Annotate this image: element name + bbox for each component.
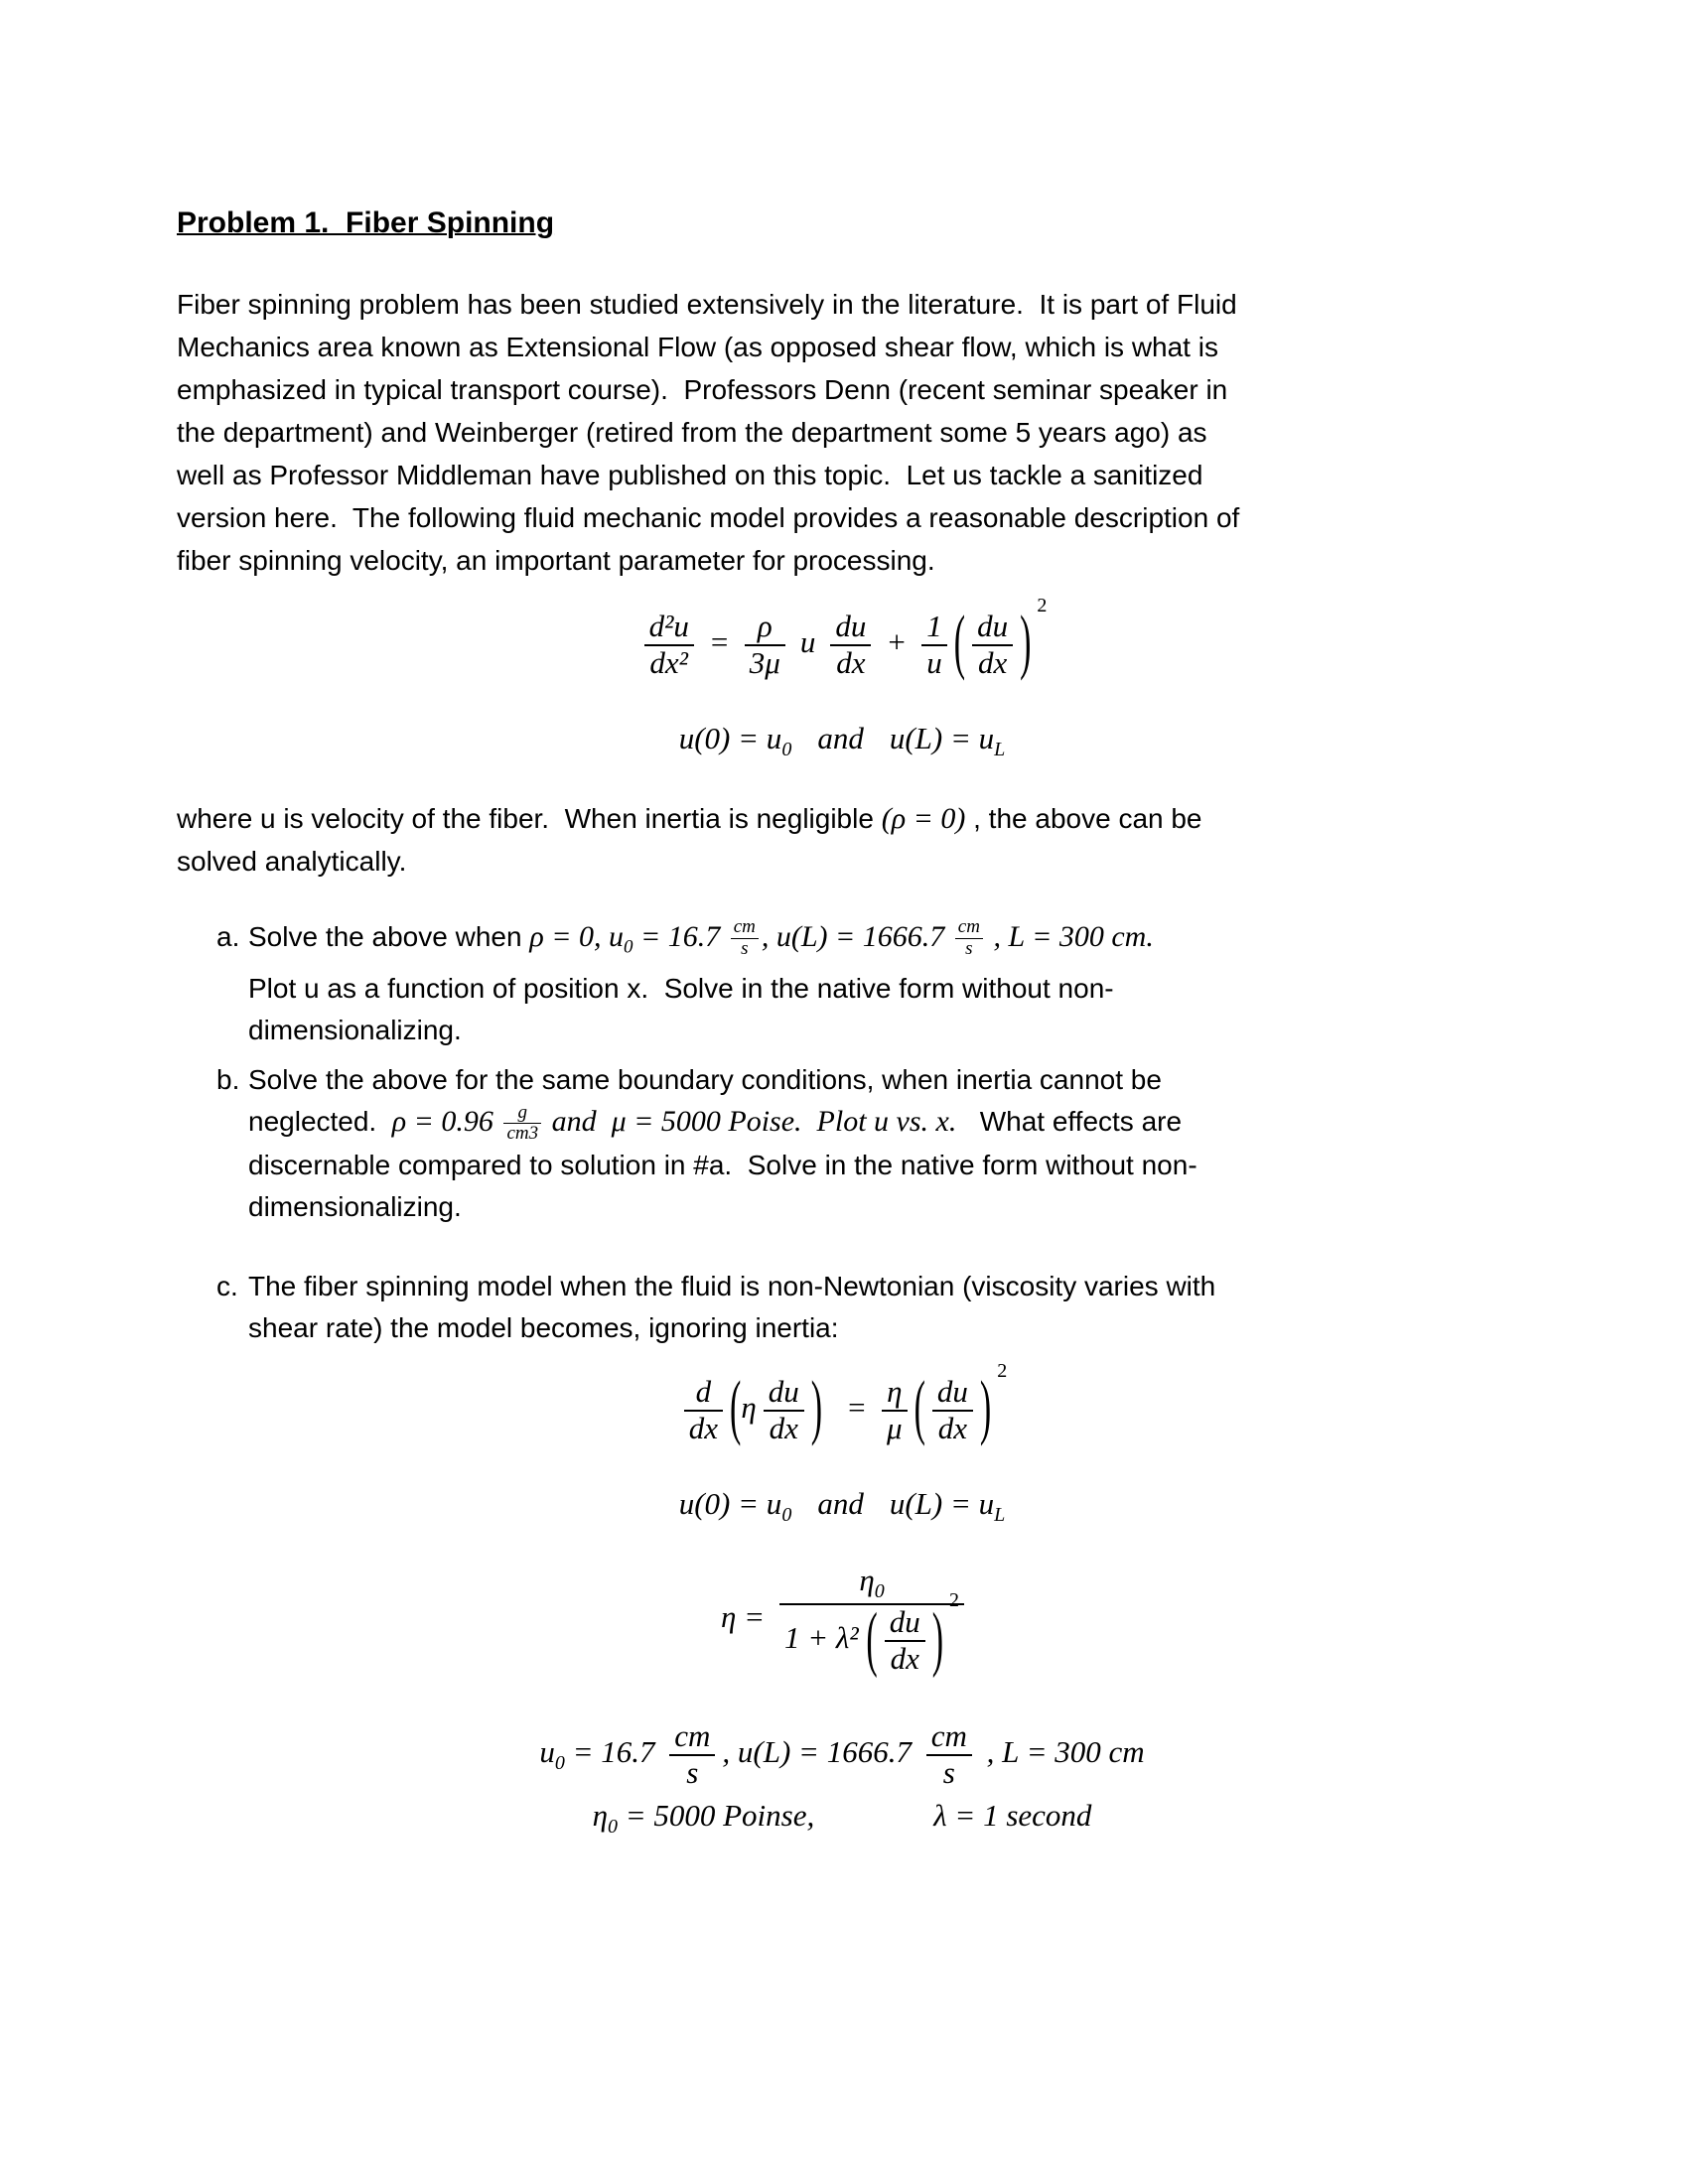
variable-u: u bbox=[799, 623, 816, 659]
lambda-value: λ = 1 second bbox=[933, 1797, 1092, 1833]
inertia-note-paragraph bbox=[177, 797, 1448, 883]
inline-math: = 16.7 bbox=[633, 919, 728, 953]
subscript: L bbox=[994, 1504, 1006, 1527]
equals-sign: = bbox=[708, 623, 730, 659]
item-a-line-2: Plot u as a function of position x. Solve in the native form without non- bbox=[248, 973, 1114, 1005]
intro-line: fiber spinning velocity, an important parameter for processing. bbox=[177, 545, 935, 576]
numerator: $\eta_0$ bbox=[859, 1563, 885, 1603]
plus-sign: + bbox=[886, 623, 908, 659]
intro-line: the department) and Weinberger (retired from the department some 5 years ago) as bbox=[177, 417, 1207, 448]
exponent: 2 bbox=[949, 1589, 960, 1612]
denominator: 1 + λ² ( $\frac{du}{dx}$ ) 2 bbox=[779, 1603, 964, 1676]
unit-fraction: $\frac{cm}{s}$ bbox=[955, 917, 983, 959]
inline-math: ρ = 0, u bbox=[529, 919, 624, 953]
item-c-line-1: The fiber spinning model when the fluid is non-Newtonian (viscosity varies with bbox=[248, 1270, 1216, 1301]
item-a-label: a. bbox=[216, 920, 240, 952]
fraction: $\frac{\rho}{3\mu}$ bbox=[745, 610, 785, 680]
intro-line: Mechanics area known as Extensional Flow (as opposed shear flow, which is what is bbox=[177, 332, 1218, 362]
fraction: $\frac{du}{dx}$ bbox=[830, 610, 871, 680]
intro-line: Fiber spinning problem has been studied extensively in the literature. It is part of Fluid bbox=[177, 289, 1237, 320]
inline-math: (ρ = 0) bbox=[881, 801, 966, 835]
fraction: $\frac{\eta}{\mu}$ bbox=[882, 1375, 908, 1445]
item-b-line-4: dimensionalizing. bbox=[248, 1190, 462, 1222]
subscript: 0 bbox=[607, 1816, 618, 1839]
boundary-conditions-2: $u(0) = u_0$ and $u(L) = u_L$ bbox=[678, 1486, 1006, 1527]
inline-math: ρ = 0.96 bbox=[391, 1105, 501, 1139]
fraction: $\frac{du}{dx}$ bbox=[885, 1605, 925, 1676]
item-a-line-1: Solve the above when ρ = 0, $u_0 = 16.7$ $\frac{cm}{s}$ , u(L) = 1666.7 $\frac{cm}{s}$ , L = 300 cm. bbox=[248, 916, 1154, 959]
inline-math: , L = 300 cm. bbox=[985, 919, 1154, 953]
intro-paragraph bbox=[177, 283, 1448, 582]
fraction: $\frac{\text{d²u}}{\text{dx²}}$ bbox=[644, 610, 694, 680]
equation-viscosity bbox=[236, 1563, 1448, 1680]
item-c-line-2: shear rate) the model becomes, ignoring inertia: bbox=[248, 1311, 839, 1343]
list-item-c bbox=[177, 1266, 1448, 1349]
fraction: $\frac{du}{dx}$ bbox=[972, 610, 1013, 680]
item-b-line-3: discernable compared to solution in #a. Solve in the native form without non- bbox=[248, 1149, 1197, 1180]
exponent: 2 bbox=[997, 1359, 1008, 1382]
fraction: $\frac{du}{dx}$ bbox=[764, 1375, 804, 1445]
intro-line: version here. The following fluid mechanic model provides a reasonable description of bbox=[177, 502, 1240, 533]
inline-math: , u(L) = 1666.7 bbox=[761, 919, 952, 953]
equals-sign: = bbox=[846, 1389, 867, 1425]
problem-parts-list bbox=[177, 916, 1448, 1349]
equation-momentum bbox=[236, 595, 1448, 683]
item-b-line-2: neglected. ρ = 0.96 $\frac{g}{cm3}$ and μ = 5000 Poise. Plot u vs. x. What effects are bbox=[248, 1101, 1183, 1145]
squared-parenthetical: ( $\frac{du}{dx}$ ) 2 bbox=[866, 1589, 960, 1680]
subscript: 0 bbox=[874, 1580, 885, 1603]
unit-fraction: $\frac{cm}{s}$ bbox=[669, 1719, 715, 1790]
eta-symbol: η bbox=[741, 1389, 757, 1425]
item-b-label: b. bbox=[216, 1064, 240, 1096]
inline-math: and μ = 5000 Poise. Plot u vs. x. bbox=[544, 1105, 957, 1139]
list-item-a bbox=[177, 916, 1448, 1052]
exponent: 2 bbox=[1037, 595, 1048, 616]
subscript: 0 bbox=[623, 936, 633, 958]
note-line-1: where u is velocity of the fiber. When inertia is negligible (ρ = 0) , the above can be bbox=[177, 801, 1202, 835]
subscript: 0 bbox=[781, 1504, 792, 1527]
note-line-2: solved analytically. bbox=[177, 845, 407, 877]
parameter-values-line-2: $\eta_0 = 5000$ Poinse, λ = 1 second bbox=[592, 1797, 1092, 1839]
fraction bbox=[779, 1563, 964, 1680]
eta-equals: η = bbox=[720, 1599, 765, 1635]
conjunction: and bbox=[817, 1486, 864, 1522]
page-title: Problem 1. Fiber Spinning bbox=[177, 206, 555, 239]
list-item-b bbox=[177, 1059, 1448, 1228]
item-b-line-1: Solve the above for the same boundary conditions, when inertia cannot be bbox=[248, 1064, 1162, 1096]
unit-fraction: $\frac{cm}{s}$ bbox=[926, 1719, 972, 1790]
unit-fraction: $\frac{cm}{s}$ bbox=[731, 917, 759, 959]
parameter-values-line-1: $u_0 = 16.7$ $\frac{cm}{s}$ , u(L) = 1666.7 $\frac{cm}{s}$ , L = 300 cm bbox=[539, 1718, 1145, 1791]
subscript: L bbox=[994, 739, 1006, 761]
item-a-line-3: dimensionalizing. bbox=[248, 1015, 462, 1046]
intro-line: well as Professor Middleman have published on this topic. Let us tackle a sanitized bbox=[177, 460, 1203, 490]
squared-parenthetical: ( $\frac{du}{dx}$ ) 2 bbox=[914, 1359, 1008, 1448]
subscript: 0 bbox=[781, 739, 792, 761]
boundary-conditions-1: $u(0) = u_0$ and $u(L) = u_L$ bbox=[678, 721, 1006, 761]
fraction: $\frac{du}{dx}$ bbox=[932, 1375, 973, 1445]
document-content bbox=[177, 204, 1448, 1840]
fraction: $\frac{1}{u}$ bbox=[921, 610, 947, 680]
fraction: $\frac{d}{dx}$ bbox=[684, 1375, 723, 1445]
unit-fraction: $\frac{g}{cm3}$ bbox=[503, 1103, 541, 1145]
subscript: 0 bbox=[554, 1752, 565, 1775]
intro-line: emphasized in typical transport course). Professors Denn (recent seminar speaker in bbox=[177, 374, 1228, 405]
conjunction: and bbox=[817, 721, 864, 756]
item-c-label: c. bbox=[216, 1270, 238, 1301]
equation-non-newtonian bbox=[236, 1359, 1448, 1448]
squared-parenthetical: ( $\frac{du}{dx}$ ) 2 bbox=[953, 595, 1048, 683]
parenthetical: (η $\frac{du}{dx}$ ) bbox=[730, 1369, 823, 1448]
